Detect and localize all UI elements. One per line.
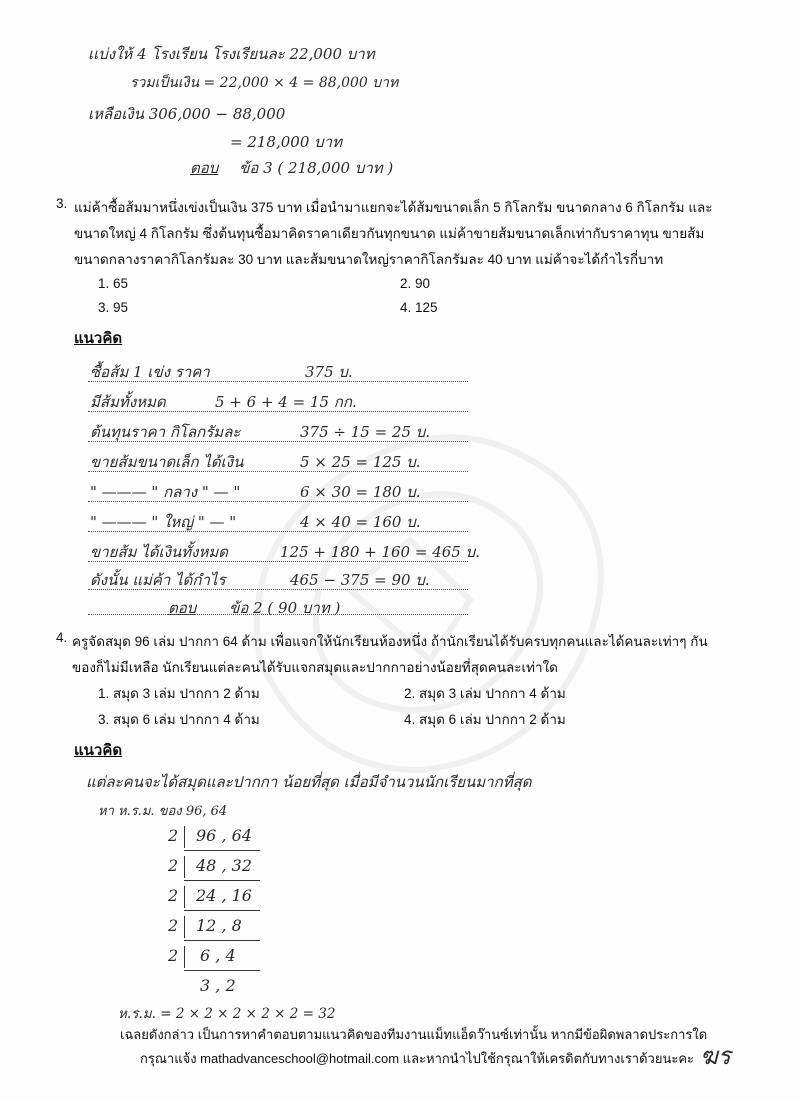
- q3-choice-2: 2. 90: [400, 276, 431, 291]
- q3-work-label-6: " ——— " ใหญ่ " — ": [90, 513, 237, 531]
- division-nums-3: 24 , 16: [196, 886, 252, 905]
- division-nums-4: 12 , 8: [196, 916, 242, 935]
- q4-text-line-1: ครูจัดสมุด 96 เล่ม ปากกา 64 ด้าม เพื่อแจกให้นักเรียนห้องหนึ่ง ถ้านักเรียนได้รับครบทุกคนและได้คนละเท่าๆ กัน: [72, 634, 708, 649]
- prev-line-4: = 218,000 บาท: [230, 133, 342, 151]
- division-bracket: [184, 856, 185, 878]
- dotted-line: [88, 589, 468, 590]
- division-nums-5: 6 , 4: [200, 946, 236, 965]
- division-line: [184, 910, 260, 911]
- q3-answer-label: ตอบ: [168, 599, 197, 617]
- division-divisor-5: 2: [168, 946, 179, 965]
- q3-work-value-3: 375 ÷ 15 = 25 บ.: [300, 423, 431, 441]
- division-bracket: [184, 826, 185, 848]
- q3-text-line-1: แม่ค้าซื้อส้มมาหนึ่งเข่งเป็นเงิน 375 บาท เมื่อนำมาแยกจะได้ส้มขนาดเล็ก 5 กิโลกรัม ขนาดกลาง 6 กิโลกรัม และ: [74, 200, 713, 215]
- q3-work-value-7: 125 + 180 + 160 = 465 บ.: [280, 543, 480, 561]
- q4-choice-3: 3. สมุด 6 เล่ม ปากกา 4 ด้าม: [98, 712, 260, 727]
- q3-number: 3.: [56, 196, 68, 211]
- dotted-line: [88, 561, 468, 562]
- dotted-line: [88, 381, 468, 382]
- division-line: [184, 970, 260, 971]
- signature: ฆร: [700, 1042, 731, 1070]
- q3-choice-1: 1. 65: [98, 276, 129, 291]
- footer-line-1: เฉลยดังกล่าว เป็นการหาคำตอบตามแนวคิดของทีมงานแม็ทแอ็ดว๊านซ์เท่านั้น หากมีข้อผิดพลาดประการใด: [120, 1027, 708, 1042]
- q4-number: 4.: [56, 630, 68, 645]
- q4-choice-4: 4. สมุด 6 เล่ม ปากกา 2 ด้าม: [404, 712, 566, 727]
- footer-line-2: กรุณาแจ้ง mathadvanceschool@hotmail.com และหากนำไปใช้กรุณาให้เครดิตกับทางเราด้วยนะคะ: [140, 1051, 695, 1066]
- division-divisor-4: 2: [168, 916, 179, 935]
- q3-work-value-5: 6 × 30 = 180 บ.: [300, 483, 421, 501]
- q4-choice-1: 1. สมุด 3 เล่ม ปากกา 2 ด้าม: [98, 686, 260, 701]
- division-result-row: 3 , 2: [200, 976, 236, 995]
- q4-find-line: หา ห.ร.ม. ของ 96, 64: [98, 804, 228, 819]
- division-bracket: [184, 946, 185, 968]
- division-bracket: [184, 886, 185, 908]
- q3-work-value-8: 465 − 375 = 90 บ.: [290, 571, 430, 589]
- dotted-line: [88, 441, 468, 442]
- q3-text-line-3: ขนาดกลางราคากิโลกรัมละ 30 บาท และส้มขนาดใหญ่ราคากิโลกรัมละ 40 บาท แม่ค้าจะได้กำไรกี่บาท: [74, 252, 664, 267]
- division-line: [184, 880, 260, 881]
- q4-heading: แนวคิด: [74, 742, 123, 759]
- division-line: [184, 850, 260, 851]
- q3-work-label-2: มีส้มทั้งหมด: [90, 393, 166, 411]
- q3-choice-3: 3. 95: [98, 300, 129, 315]
- q3-choice-4: 4. 125: [400, 300, 438, 315]
- prev-line-1: เเบ่งให้ 4 โรงเรียน โรงเรียนละ 22,000 บาท: [88, 45, 375, 63]
- prev-line-3: เหลือเงิน 306,000 − 88,000: [88, 105, 286, 123]
- dotted-line: [88, 501, 468, 502]
- q3-work-value-6: 4 × 40 = 160 บ.: [300, 513, 421, 531]
- q3-work-label-1: ซื้อส้ม 1 เข่ง ราคา: [90, 363, 210, 381]
- q3-work-value-1: 375 บ.: [305, 363, 353, 381]
- dotted-line: [88, 614, 468, 615]
- q3-text-line-2: ขนาดใหญ่ 4 กิโลกรัม ซึ่งต้นทุนซื้อมาคิดราคาเดียวกันทุกขนาด แม่ค้าขายส้มขนาดเล็กเท่ากับราคาทุน ขายส้ม: [74, 226, 705, 241]
- q3-work-label-7: ขายส้ม ได้เงินทั้งหมด: [90, 543, 228, 561]
- q4-intro: แต่ละคนจะได้สมุดและปากกา น้อยที่สุด เมื่อมีจำนวนนักเรียนมากที่สุด: [86, 773, 532, 791]
- prev-answer-text: ข้อ 3 ( 218,000 บาท ): [239, 159, 394, 177]
- q3-work-label-8: ดังนั้น แม่ค้า ได้กำไร: [90, 571, 226, 589]
- q4-choice-2: 2. สมุด 3 เล่ม ปากกา 4 ด้าม: [404, 686, 566, 701]
- dotted-line: [88, 411, 468, 412]
- gcd-result-line: ห.ร.ม. = 2 × 2 × 2 × 2 × 2 = 32: [118, 1006, 336, 1022]
- q3-work-value-2: 5 + 6 + 4 = 15 กก.: [215, 393, 357, 411]
- dotted-line: [88, 531, 468, 532]
- division-divisor-1: 2: [168, 826, 179, 845]
- prev-answer-label: ตอบ: [190, 159, 219, 177]
- division-bracket: [184, 916, 185, 938]
- q3-work-value-4: 5 × 25 = 125 บ.: [300, 453, 421, 471]
- q3-work-label-5: " ——— " กลาง " — ": [90, 483, 241, 501]
- q3-work-label-3: ต้นทุนราคา กิโลกรัมละ: [90, 423, 241, 441]
- division-nums-1: 96 , 64: [196, 826, 252, 845]
- q4-text-line-2: ของก็ไม่มีเหลือ นักเรียนแต่ละคนได้รับแจกสมุดและปากกาอย่างน้อยที่สุดคนละเท่าใด: [72, 660, 558, 675]
- q3-work-label-4: ขายส้มขนาดเล็ก ได้เงิน: [90, 453, 244, 471]
- q3-answer-text: ข้อ 2 ( 90 บาท ): [229, 599, 341, 617]
- division-divisor-2: 2: [168, 856, 179, 875]
- prev-line-2: รวมเป็นเงิน = 22,000 × 4 = 88,000 บาท: [130, 75, 399, 91]
- division-divisor-3: 2: [168, 886, 179, 905]
- division-nums-2: 48 , 32: [196, 856, 252, 875]
- q3-heading: แนวคิด: [74, 330, 123, 347]
- division-line: [184, 940, 260, 941]
- dotted-line: [88, 471, 468, 472]
